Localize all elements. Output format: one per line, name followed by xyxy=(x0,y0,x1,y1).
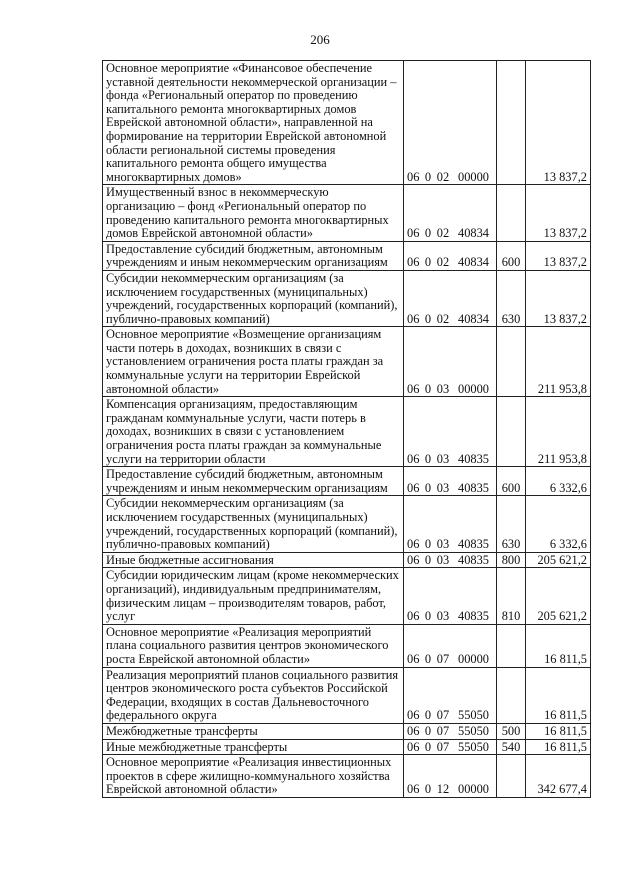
code-part-c4: 55050 xyxy=(458,739,489,754)
page-number: 206 xyxy=(310,32,330,47)
row-code xyxy=(404,327,497,397)
row-name: Реализация мероприятий планов социального развития центров экономического роста субъектов Российской Федерации, входящих в состав Дальневосточного федерального округа xyxy=(103,667,404,723)
row-code xyxy=(404,624,497,667)
code-part-c4: 00000 xyxy=(458,782,489,797)
table-row xyxy=(103,624,591,667)
code-part-c1: 06 xyxy=(407,226,420,241)
code-part-c1: 06 xyxy=(407,311,420,326)
row-amount: 13 837,2 xyxy=(526,185,591,241)
code-part-c1: 06 xyxy=(407,537,420,552)
row-amount: 6 332,6 xyxy=(526,467,591,496)
row-code xyxy=(404,397,497,467)
code-part-c2: 0 xyxy=(424,311,432,326)
row-expense-type: 800 xyxy=(497,552,526,568)
row-expense-type xyxy=(497,667,526,723)
row-amount: 13 837,2 xyxy=(526,61,591,185)
row-expense-type: 630 xyxy=(497,496,526,552)
row-name: Компенсация организациям, предоставляющим гражданам коммунальные услуги, части потерь в доходах, возникших в связи с установлением ограничения роста платы граждан за коммунальные услуги на территории области xyxy=(103,397,404,467)
code-part-c2: 0 xyxy=(424,480,432,495)
row-amount: 211 953,8 xyxy=(526,397,591,467)
row-amount: 211 953,8 xyxy=(526,327,591,397)
row-code xyxy=(404,667,497,723)
code-part-c4: 40835 xyxy=(458,609,489,624)
row-code xyxy=(404,241,497,270)
row-code xyxy=(404,467,497,496)
table-row xyxy=(103,185,591,241)
table-row xyxy=(103,496,591,552)
row-expense-type: 600 xyxy=(497,241,526,270)
code-part-c2: 0 xyxy=(424,739,432,754)
table-row xyxy=(103,723,591,739)
row-name: Предоставление субсидий бюджетным, автономным учреждениям и иным некоммерческим организациям xyxy=(103,241,404,270)
row-expense-type xyxy=(497,185,526,241)
code-part-c4: 40834 xyxy=(458,226,489,241)
code-part-c4: 40835 xyxy=(458,451,489,466)
code-part-c3: 12 xyxy=(436,782,450,797)
row-expense-type xyxy=(497,624,526,667)
table-row xyxy=(103,327,591,397)
code-part-c3: 07 xyxy=(436,739,450,754)
code-part-c3: 03 xyxy=(436,552,450,567)
row-name: Основное мероприятие «Финансовое обеспечение уставной деятельности некоммерческой организации – фонда «Региональный оператор по проведению капитального ремонта многоквартирных домов Еврейской автономной области», направленной на формирование на территории Еврейской автономной области региональной системы проведения капитального ремонта общего имущества многоквартирных домов» xyxy=(103,61,404,185)
row-expense-type: 500 xyxy=(497,723,526,739)
code-part-c2: 0 xyxy=(424,723,432,738)
row-code xyxy=(404,568,497,624)
table-row xyxy=(103,397,591,467)
budget-table-body xyxy=(103,61,591,798)
code-part-c1: 06 xyxy=(407,480,420,495)
row-expense-type: 600 xyxy=(497,467,526,496)
code-part-c3: 07 xyxy=(436,708,450,723)
code-part-c3: 03 xyxy=(436,381,450,396)
row-amount: 16 811,5 xyxy=(526,624,591,667)
code-part-c4: 00000 xyxy=(458,651,489,666)
code-part-c1: 06 xyxy=(407,451,420,466)
row-expense-type xyxy=(497,327,526,397)
code-part-c2: 0 xyxy=(424,226,432,241)
code-part-c2: 0 xyxy=(424,708,432,723)
row-expense-type xyxy=(497,61,526,185)
row-expense-type: 810 xyxy=(497,568,526,624)
code-part-c4: 40835 xyxy=(458,480,489,495)
code-part-c3: 02 xyxy=(436,311,450,326)
code-part-c2: 0 xyxy=(424,609,432,624)
table-row xyxy=(103,270,591,326)
code-part-c4: 00000 xyxy=(458,169,489,184)
row-name: Иные межбюджетные трансферты xyxy=(103,739,404,755)
code-part-c1: 06 xyxy=(407,782,420,797)
code-part-c1: 06 xyxy=(407,169,420,184)
row-amount: 6 332,6 xyxy=(526,496,591,552)
code-part-c2: 0 xyxy=(424,552,432,567)
row-name: Основное мероприятие «Возмещение организациям части потерь в доходах, возникших в связи с установлением ограничения роста платы граждан за коммунальные услуги на территории Еврейской автономной области» xyxy=(103,327,404,397)
budget-table xyxy=(102,60,591,798)
row-expense-type: 630 xyxy=(497,270,526,326)
code-part-c1: 06 xyxy=(407,552,420,567)
table-row xyxy=(103,241,591,270)
row-code xyxy=(404,552,497,568)
code-part-c1: 06 xyxy=(407,739,420,754)
row-name: Субсидии некоммерческим организациям (за исключением государственных (муниципальных) учреждений, государственных корпораций (компаний), публично-правовых компаний) xyxy=(103,270,404,326)
row-amount: 16 811,5 xyxy=(526,723,591,739)
code-part-c2: 0 xyxy=(424,451,432,466)
row-code xyxy=(404,739,497,755)
row-code xyxy=(404,755,497,798)
table-row xyxy=(103,739,591,755)
row-code xyxy=(404,723,497,739)
code-part-c1: 06 xyxy=(407,651,420,666)
code-part-c4: 55050 xyxy=(458,723,489,738)
row-name: Субсидии некоммерческим организациям (за исключением государственных (муниципальных) учреждений, государственных корпораций (компаний), публично-правовых компаний) xyxy=(103,496,404,552)
row-expense-type xyxy=(497,397,526,467)
code-part-c3: 02 xyxy=(436,169,450,184)
row-name: Предоставление субсидий бюджетным, автономным учреждениям и иным некоммерческим организациям xyxy=(103,467,404,496)
row-name: Субсидии юридическим лицам (кроме некоммерческих организаций), индивидуальным предпринимателям, физическим лицам – производителям товаров, работ, услуг xyxy=(103,568,404,624)
row-amount: 13 837,2 xyxy=(526,270,591,326)
code-part-c2: 0 xyxy=(424,782,432,797)
code-part-c4: 40835 xyxy=(458,552,489,567)
code-part-c1: 06 xyxy=(407,255,420,270)
code-part-c1: 06 xyxy=(407,609,420,624)
code-part-c3: 03 xyxy=(436,609,450,624)
code-part-c3: 07 xyxy=(436,723,450,738)
table-row xyxy=(103,755,591,798)
code-part-c4: 00000 xyxy=(458,381,489,396)
code-part-c3: 07 xyxy=(436,651,450,666)
code-part-c2: 0 xyxy=(424,537,432,552)
row-amount: 13 837,2 xyxy=(526,241,591,270)
row-amount: 16 811,5 xyxy=(526,739,591,755)
table-row xyxy=(103,467,591,496)
row-expense-type: 540 xyxy=(497,739,526,755)
row-name: Межбюджетные трансферты xyxy=(103,723,404,739)
row-name: Имущественный взнос в некоммерческую организацию – фонд «Региональный оператор по проведению капитального ремонта многоквартирных домов Еврейской автономной области» xyxy=(103,185,404,241)
code-part-c3: 02 xyxy=(436,255,450,270)
code-part-c2: 0 xyxy=(424,381,432,396)
code-part-c2: 0 xyxy=(424,169,432,184)
code-part-c4: 55050 xyxy=(458,708,489,723)
row-code xyxy=(404,496,497,552)
row-code xyxy=(404,61,497,185)
row-code xyxy=(404,270,497,326)
row-amount: 205 621,2 xyxy=(526,568,591,624)
code-part-c1: 06 xyxy=(407,723,420,738)
code-part-c1: 06 xyxy=(407,381,420,396)
row-amount: 342 677,4 xyxy=(526,755,591,798)
code-part-c4: 40835 xyxy=(458,537,489,552)
row-code xyxy=(404,185,497,241)
row-amount: 205 621,2 xyxy=(526,552,591,568)
table-row xyxy=(103,61,591,185)
row-amount: 16 811,5 xyxy=(526,667,591,723)
row-name: Основное мероприятие «Реализация инвестиционных проектов в сфере жилищно-коммунального хозяйства Еврейской автономной области» xyxy=(103,755,404,798)
code-part-c4: 40834 xyxy=(458,255,489,270)
row-expense-type xyxy=(497,755,526,798)
code-part-c2: 0 xyxy=(424,651,432,666)
table-row xyxy=(103,667,591,723)
code-part-c3: 03 xyxy=(436,480,450,495)
row-name: Основное мероприятие «Реализация мероприятий плана социального развития центров экономического роста Еврейской автономной области» xyxy=(103,624,404,667)
code-part-c3: 02 xyxy=(436,226,450,241)
code-part-c3: 03 xyxy=(436,537,450,552)
code-part-c3: 03 xyxy=(436,451,450,466)
code-part-c1: 06 xyxy=(407,708,420,723)
row-name: Иные бюджетные ассигнования xyxy=(103,552,404,568)
code-part-c2: 0 xyxy=(424,255,432,270)
table-row xyxy=(103,552,591,568)
code-part-c4: 40834 xyxy=(458,311,489,326)
table-row xyxy=(103,568,591,624)
